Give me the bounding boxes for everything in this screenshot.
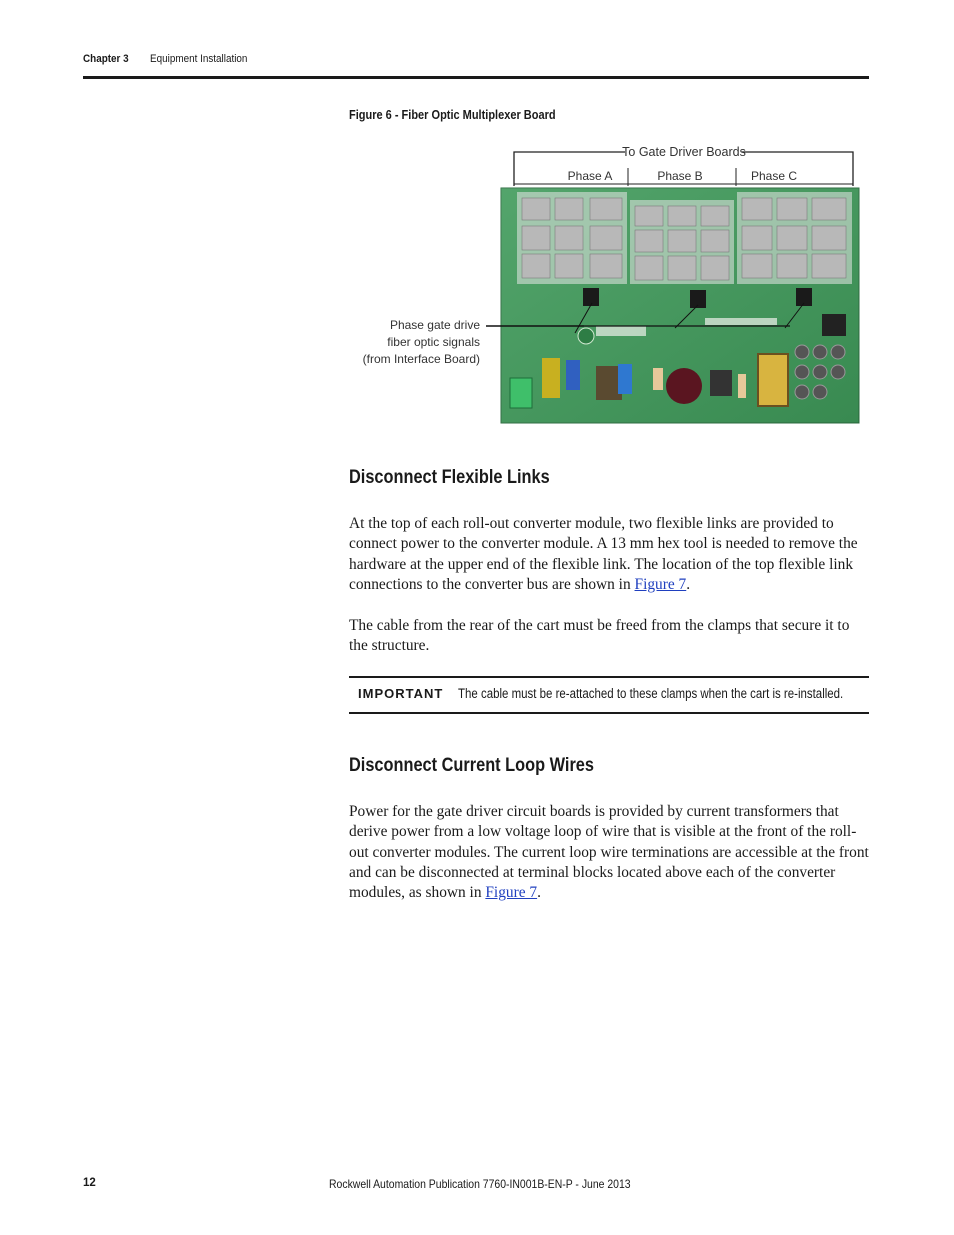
section-title: Equipment Installation	[150, 53, 248, 65]
important-label: IMPORTANT	[358, 686, 444, 701]
fiber-optic-board-figure	[360, 138, 870, 430]
phase-a-label: Phase A	[567, 169, 613, 183]
important-text: The cable must be re-attached to these clamps when the cart is re-installed.	[458, 686, 844, 701]
gate-driver-callout	[514, 145, 853, 186]
flexible-links-paragraph: At the top of each roll-out converter module, two flexible links are provided to connect power to the converter module. A 13 mm hex tool is needed to remove the hardware at the upper end of the flexible link. The location of the top flexible link connections to the converter bus are shown in Figure 7.	[349, 515, 858, 593]
phase-c-label: Phase C	[750, 169, 798, 183]
figure-7-link-2[interactable]: Figure 7	[485, 884, 538, 902]
callout-line-3: (from Interface Board)	[362, 352, 480, 366]
current-loop-paragraph: Power for the gate driver circuit boards is provided by current transformers that derive power from a low voltage loop of wire that is visible at the front of the roll-out converter modules. The current loop wire terminations are accessible at the front and can be disconnected at terminal blocks located above each of the converter modules, as shown in Figure 7.	[349, 803, 869, 902]
figure-7-link[interactable]: Figure 7	[634, 575, 687, 593]
heading-disconnect-current-loop-wires: Disconnect Current Loop Wires	[349, 755, 594, 776]
page-header	[83, 52, 869, 79]
page-number: 12	[83, 1177, 96, 1189]
figure-caption: Figure 6 - Fiber Optic Multiplexer Board	[349, 108, 556, 122]
important-note	[349, 676, 869, 714]
heading-disconnect-flexible-links: Disconnect Flexible Links	[349, 467, 550, 488]
chapter-label: Chapter 3	[83, 53, 129, 65]
callout-line-1: Phase gate drive	[389, 318, 480, 332]
circuit-board	[501, 188, 859, 423]
phase-b-label: Phase B	[657, 169, 703, 183]
callout-to-gate-driver: To Gate Driver Boards	[622, 145, 746, 159]
callout-line-2: fiber optic signals	[387, 335, 480, 349]
publication-info: Rockwell Automation Publication 7760-IN001B-EN-P - June 2013	[329, 1177, 631, 1191]
cable-paragraph: The cable from the rear of the cart must be freed from the clamps that secure it to the structure.	[349, 617, 850, 655]
